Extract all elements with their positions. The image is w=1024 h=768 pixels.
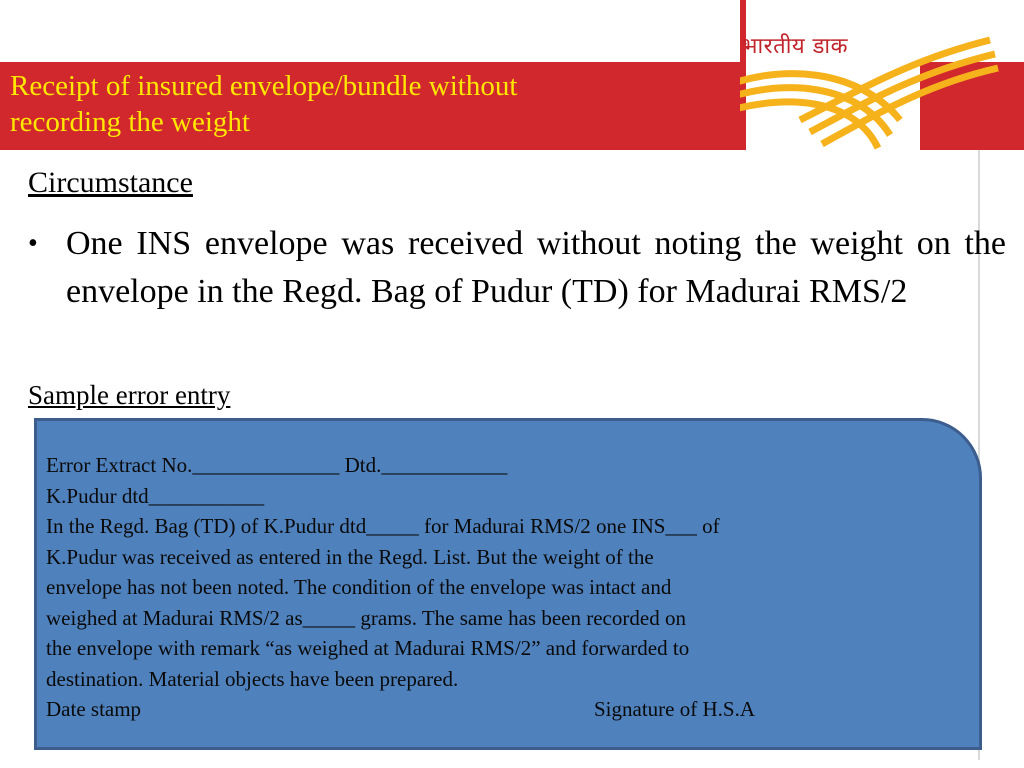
sample-heading: Sample error entry	[28, 380, 231, 410]
entry-line: weighed at Madurai RMS/2 as_____ grams. The same has been recorded on	[46, 605, 686, 630]
entry-line: destination. Material objects have been prepared.	[46, 666, 459, 691]
sample-entry-text	[46, 450, 966, 725]
circumstance-bullet	[28, 220, 1008, 316]
title-line-1: Receipt of insured envelope/bundle without	[10, 70, 518, 102]
circumstance-heading: Circumstance	[28, 166, 193, 199]
entry-line: envelope has not been noted. The condition of the envelope was intact and	[46, 575, 672, 599]
entry-line: K.Pudur was received as entered in the Regd. List. But the weight of the	[46, 544, 654, 569]
title-line-2: recording the weight	[10, 106, 250, 138]
india-post-logo	[740, 0, 1010, 150]
entry-line: the envelope with remark “as weighed at Madurai RMS/2” and forwarded to	[46, 636, 690, 660]
entry-line: K.Pudur dtd___________	[46, 483, 265, 508]
circumstance-text: One INS envelope was received without noting the weight on the envelope in the Regd. Bag of Pudur (TD) for Madurai RMS/2	[66, 225, 1006, 310]
slide-title	[10, 68, 710, 140]
entry-line: In the Regd. Bag (TD) of K.Pudur dtd_____ for Madurai RMS/2 one INS___ of	[46, 514, 720, 538]
signature-row	[46, 694, 966, 725]
date-stamp-label: Date stamp	[46, 697, 142, 721]
signature-label: Signature of H.S.A	[594, 697, 755, 721]
bullet-icon: •	[28, 228, 38, 259]
logo-hindi-text: भारतीय डाक	[742, 34, 849, 59]
entry-line: Error Extract No.______________ Dtd.____________	[46, 453, 508, 477]
india-post-logo-icon	[740, 0, 1010, 150]
